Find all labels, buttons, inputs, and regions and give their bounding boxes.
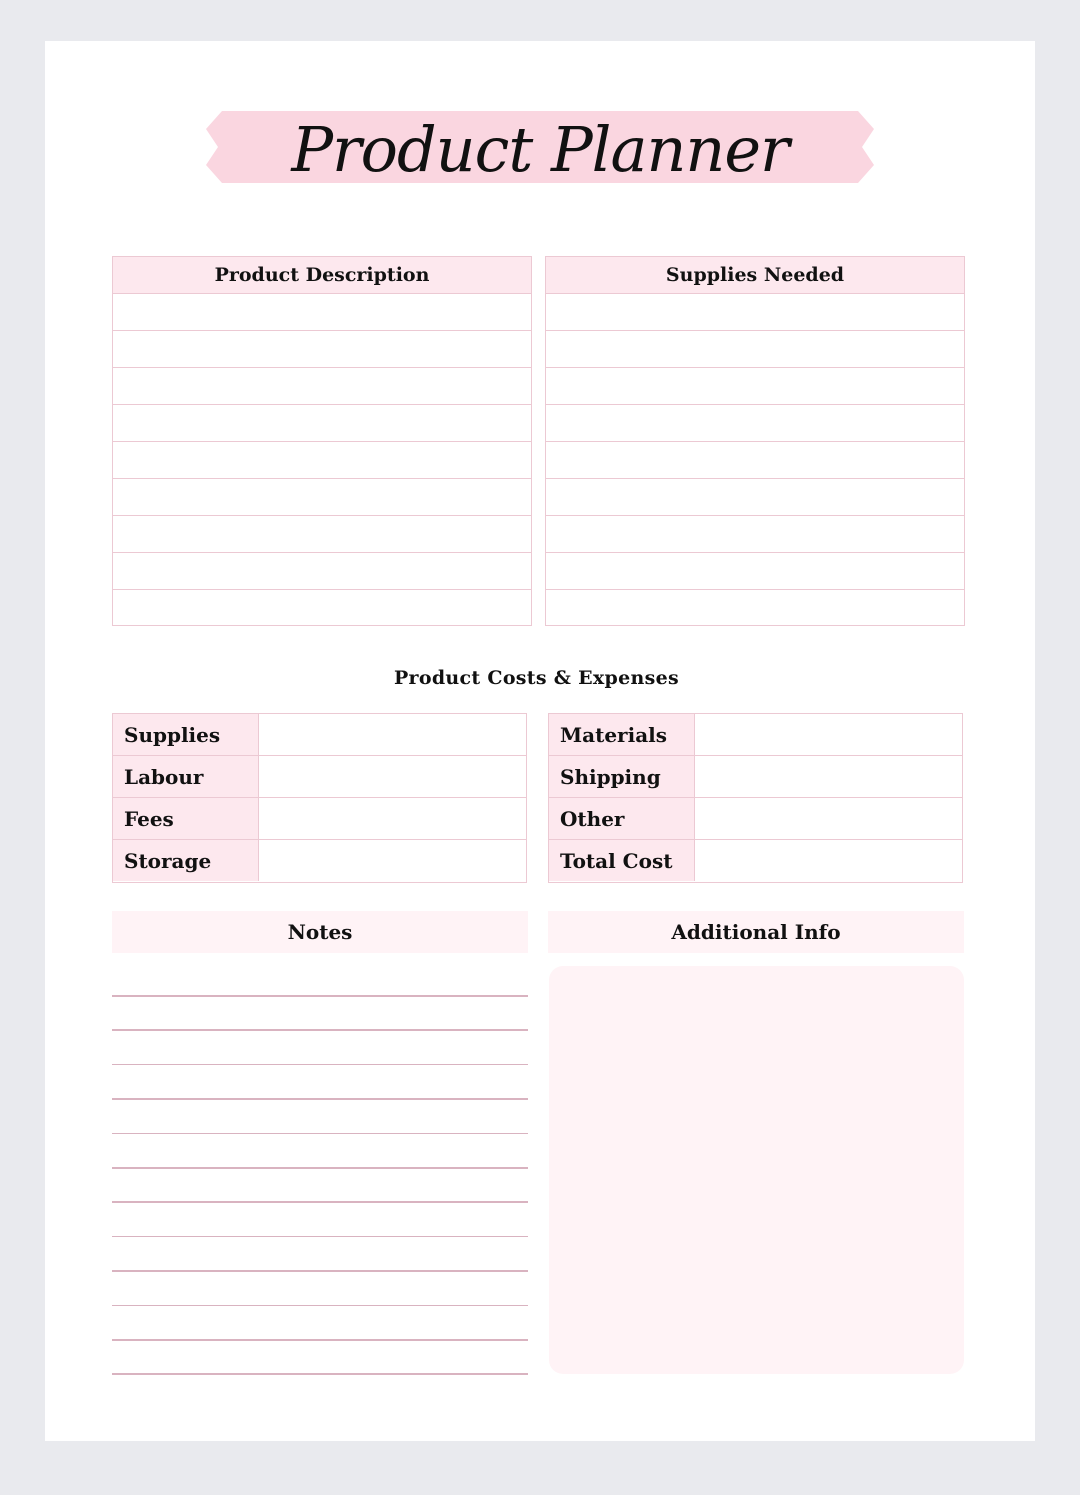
costs-expenses-heading: Product Costs & Expenses bbox=[393, 667, 680, 689]
supplies-needed-row[interactable] bbox=[546, 294, 964, 331]
cost-value-field[interactable] bbox=[259, 756, 526, 797]
supplies-needed-row[interactable] bbox=[546, 590, 964, 627]
supplies-needed-row[interactable] bbox=[546, 516, 964, 553]
supplies-needed-row[interactable] bbox=[546, 331, 964, 368]
product-description-row[interactable] bbox=[113, 479, 531, 516]
page-title: Product Planner bbox=[291, 113, 789, 186]
cost-value-field[interactable] bbox=[259, 714, 526, 755]
cost-label: Materials bbox=[549, 714, 695, 755]
costs-right-grid bbox=[548, 713, 963, 883]
note-line bbox=[112, 1270, 528, 1272]
additional-info-heading: Additional Info bbox=[548, 911, 964, 953]
cost-row-shipping bbox=[549, 756, 962, 798]
product-description-row[interactable] bbox=[113, 590, 531, 627]
note-line bbox=[112, 1133, 528, 1135]
note-line bbox=[112, 995, 528, 997]
cost-row-labour bbox=[113, 756, 526, 798]
supplies-needed-heading: Supplies Needed bbox=[546, 257, 964, 294]
note-line bbox=[112, 1029, 528, 1031]
note-line bbox=[112, 1373, 528, 1375]
cost-label: Shipping bbox=[549, 756, 695, 797]
note-line bbox=[112, 1201, 528, 1203]
cost-label: Labour bbox=[113, 756, 259, 797]
cost-value-field[interactable] bbox=[695, 714, 962, 755]
supplies-needed-row[interactable] bbox=[546, 479, 964, 516]
note-line bbox=[112, 1064, 528, 1066]
cost-label: Supplies bbox=[113, 714, 259, 755]
cost-row-other bbox=[549, 798, 962, 840]
additional-info-box[interactable] bbox=[549, 966, 964, 1374]
supplies-needed-row[interactable] bbox=[546, 368, 964, 405]
product-description-row[interactable] bbox=[113, 405, 531, 442]
product-description-row[interactable] bbox=[113, 331, 531, 368]
cost-value-field[interactable] bbox=[695, 798, 962, 839]
cost-value-field[interactable] bbox=[259, 840, 526, 881]
note-line bbox=[112, 1167, 528, 1169]
product-description-heading: Product Description bbox=[113, 257, 531, 294]
supplies-needed-row[interactable] bbox=[546, 553, 964, 590]
note-line bbox=[112, 1339, 528, 1341]
supplies-needed-row[interactable] bbox=[546, 442, 964, 479]
cost-label: Fees bbox=[113, 798, 259, 839]
supplies-needed-table bbox=[545, 256, 965, 626]
note-line bbox=[112, 1305, 528, 1307]
cost-row-materials bbox=[549, 714, 962, 756]
supplies-needed-row[interactable] bbox=[546, 405, 964, 442]
title-banner bbox=[204, 109, 876, 185]
cost-value-field[interactable] bbox=[695, 840, 962, 881]
cost-row-fees bbox=[113, 798, 526, 840]
cost-value-field[interactable] bbox=[259, 798, 526, 839]
product-description-row[interactable] bbox=[113, 516, 531, 553]
cost-row-storage bbox=[113, 840, 526, 881]
cost-value-field[interactable] bbox=[695, 756, 962, 797]
product-description-row[interactable] bbox=[113, 553, 531, 590]
costs-left-grid bbox=[112, 713, 527, 883]
note-line bbox=[112, 1236, 528, 1238]
product-description-table bbox=[112, 256, 532, 626]
cost-label: Other bbox=[549, 798, 695, 839]
product-description-row[interactable] bbox=[113, 294, 531, 331]
product-description-row[interactable] bbox=[113, 442, 531, 479]
note-line bbox=[112, 1098, 528, 1100]
planner-sheet bbox=[45, 41, 1035, 1441]
cost-label: Storage bbox=[113, 840, 259, 881]
cost-label: Total Cost bbox=[549, 840, 695, 881]
cost-row-total-cost bbox=[549, 840, 962, 881]
cost-row-supplies bbox=[113, 714, 526, 756]
product-description-row[interactable] bbox=[113, 368, 531, 405]
notes-heading: Notes bbox=[112, 911, 528, 953]
